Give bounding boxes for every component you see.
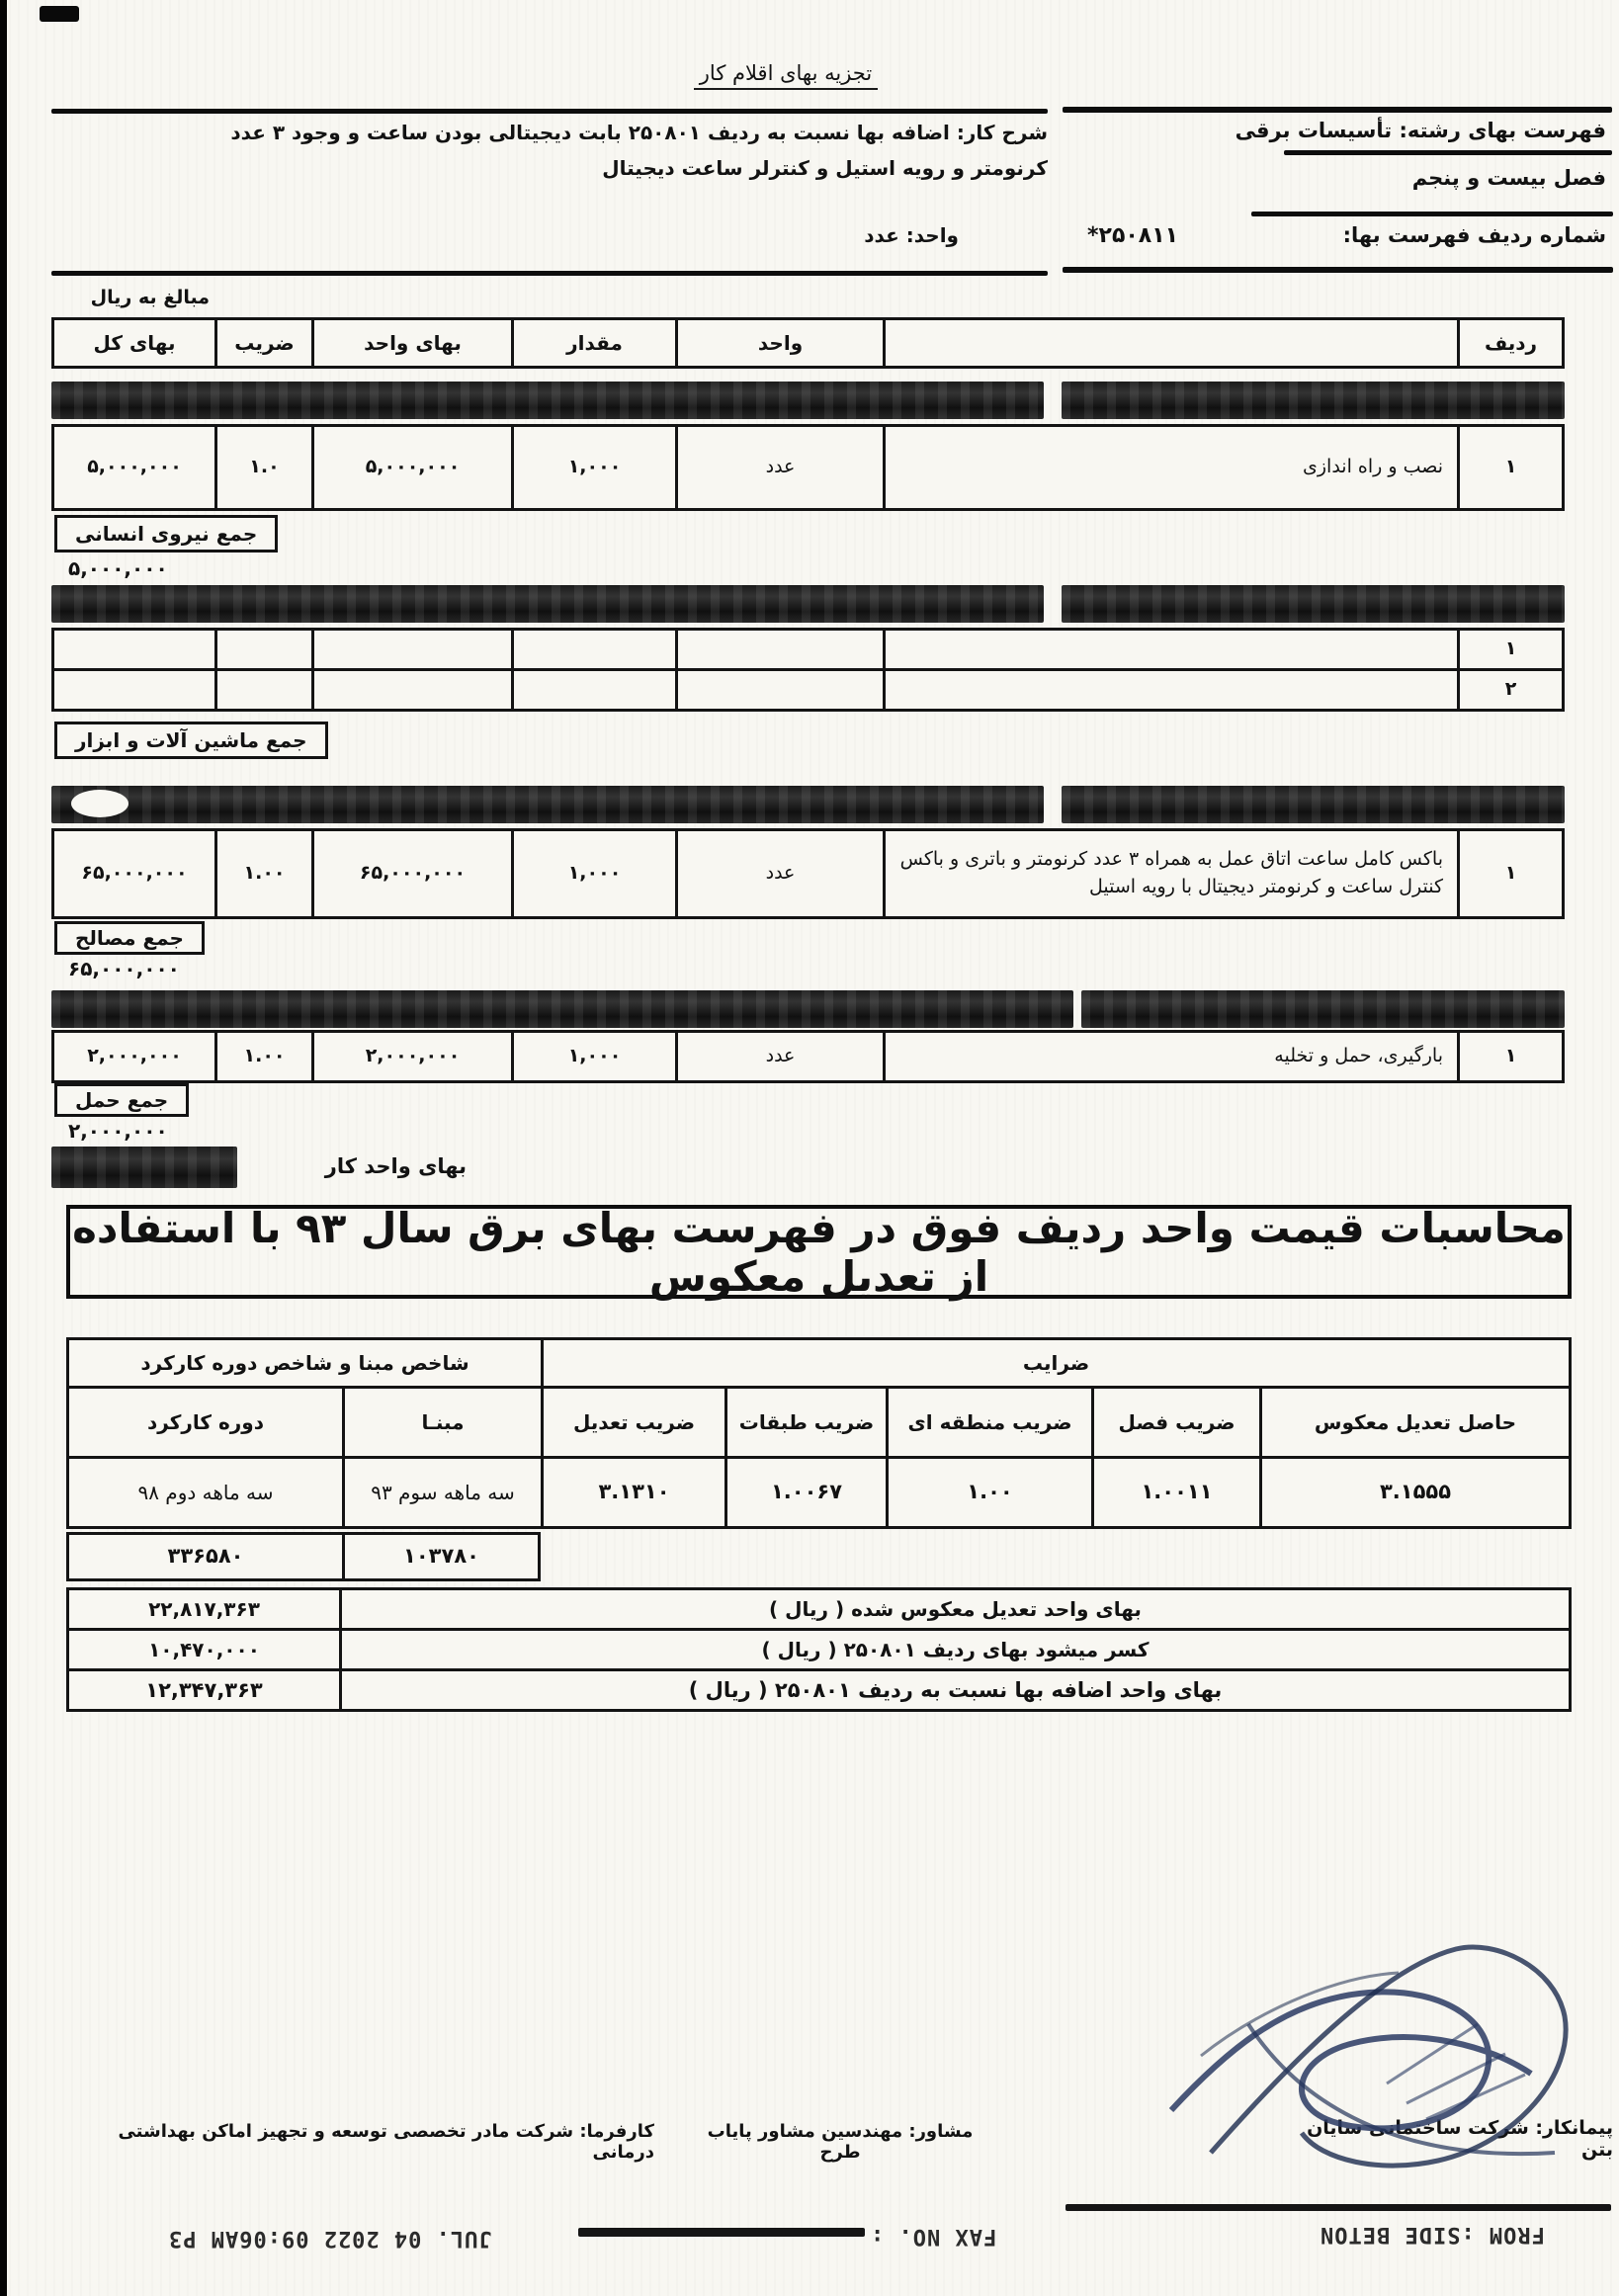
value-inverse-result: ۳.۱۵۵۵ (1262, 1459, 1569, 1526)
currency-note: مبالغ به ریال (90, 287, 210, 308)
redacted-section-header-materials (51, 786, 1044, 823)
transport-sum (54, 1083, 189, 1143)
row-number-label: شماره ردیف فهرست بها: (1342, 223, 1606, 247)
cell-desc: نصب و راه اندازی (886, 427, 1457, 508)
col-header-base-index: مبنـا (345, 1389, 541, 1456)
cell-desc: بارگیری، حمل و تخلیه (886, 1033, 1457, 1080)
cell-factor: ۱.۰۰ (217, 831, 311, 916)
page-title: تجزیه بهای اقلام کار (554, 61, 1018, 85)
row-number-line (1087, 223, 1606, 248)
scan-rule (1063, 267, 1613, 273)
col-header-floors-factor: ضریب طبقات (727, 1389, 886, 1456)
result-row-value: ۲۲,۸۱۷,۳۶۳ (69, 1590, 339, 1628)
cell-unit: عدد (678, 427, 883, 508)
result-row-label: بهای واحد تعدیل معکوس شده ( ریال ) (342, 1590, 1569, 1628)
group-header-indices: شاخص مبنا و شاخص دوره کارکرد (69, 1340, 541, 1386)
cell-unit-price: ۶۵,۰۰۰,۰۰۰ (314, 831, 511, 916)
value-floors-factor: ۱.۰۰۶۷ (727, 1459, 886, 1526)
main-table-header (51, 317, 1565, 369)
cell-unit (678, 631, 883, 668)
labor-row (51, 424, 1565, 511)
chapter-line: فصل بیست و پنجم (1411, 166, 1606, 190)
row-number-value: ۲۵۰۸۱۱* (1087, 223, 1179, 248)
col-header-unit: واحد (678, 320, 883, 366)
cell-total: ۵,۰۰۰,۰۰۰ (54, 427, 214, 508)
fax-datetime-line: JUL. 04 2022 09:06AM P3 (168, 2226, 492, 2251)
value-base-index: ۱۰۳۷۸۰ (345, 1535, 538, 1578)
transport-sum-value: ۲,۰۰۰,۰۰۰ (68, 1119, 168, 1143)
cell-unit: عدد (678, 1033, 883, 1080)
consultant-line: مشاور: مهندسین مشاور پایاب طرح (707, 2121, 974, 2163)
cell-row-no: ۱ (1460, 1033, 1562, 1080)
materials-sum (54, 921, 205, 980)
materials-row (51, 828, 1565, 919)
unit-label: واحد: عدد (864, 223, 959, 247)
fax-number-line: FAX NO. : (870, 2224, 997, 2249)
result-row-label: بهای واحد اضافه بها نسبت به ردیف ۲۵۰۸۰۱ ( ریال ) (342, 1671, 1569, 1709)
scan-rule (1251, 212, 1613, 216)
redacted-section-header-machinery-right (1062, 585, 1565, 623)
scan-corner-mark (40, 6, 79, 22)
redacted-section-header-labor-right (1062, 382, 1565, 419)
fax-from-line: FROM :SIDE BETON (1320, 2222, 1545, 2247)
cell-qty: ۱,۰۰۰ (514, 831, 675, 916)
result-row-value: ۱۲,۳۴۷,۳۶۳ (69, 1671, 339, 1709)
materials-sum-value: ۶۵,۰۰۰,۰۰۰ (68, 957, 180, 980)
value-period-index: ۳۳۶۵۸۰ (69, 1535, 342, 1578)
employer-line: کارفرما: شرکت مادر تخصصی توسعه و تجهیز اماکن بهداشتی درمانی (118, 2121, 654, 2163)
cell-qty (514, 671, 675, 709)
contractor-line: پیمانکار: شرکت ساختمانی سایان بتن (1307, 2117, 1613, 2161)
materials-sum-label: جمع مصالح (54, 921, 205, 955)
redacted-unit-work-price-value (51, 1147, 237, 1188)
cell-total (54, 671, 214, 709)
result-rows (66, 1587, 1572, 1712)
col-header-total: بهای کل (54, 320, 214, 366)
work-description-line2: کرنومتر و رویه استیل و کنترلر ساعت دیجیتال (602, 156, 1048, 180)
scan-rule (51, 271, 1048, 276)
cell-factor: ۱.۰۰ (217, 1033, 311, 1080)
transport-sum-label: جمع حمل (54, 1083, 189, 1117)
cell-desc (886, 671, 1457, 709)
col-header-adjust-factor: ضریب تعدیل (544, 1389, 724, 1456)
cell-unit-price (314, 671, 511, 709)
labor-sum-label: جمع نیروی انسانی (54, 515, 278, 553)
col-header-row: ردیف (1460, 320, 1562, 366)
cell-qty: ۱,۰۰۰ (514, 1033, 675, 1080)
calculation-banner: محاسبات قیمت واحد ردیف فوق در فهرست بهای برق سال ۹۳ با استفاده از تعدیل معکوس (66, 1205, 1572, 1299)
redacted-section-header-machinery (51, 585, 1044, 623)
fax-rule (1065, 2204, 1611, 2211)
cell-row-no: ۲ (1460, 671, 1562, 709)
fax-rule (578, 2228, 865, 2237)
calc-table (66, 1337, 1572, 1529)
machinery-sum (54, 722, 328, 759)
cell-total: ۶۵,۰۰۰,۰۰۰ (54, 831, 214, 916)
transport-row (51, 1030, 1565, 1083)
cell-factor (217, 631, 311, 668)
index-values-row (66, 1532, 541, 1581)
discipline-line: فهرست بهای رشته: تأسیسات برقی (1235, 119, 1606, 142)
value-base-quarter: سه ماهه سوم ۹۳ (345, 1459, 541, 1526)
cell-unit-price: ۲,۰۰۰,۰۰۰ (314, 1033, 511, 1080)
result-row-label: کسر میشود بهای ردیف ۲۵۰۸۰۱ ( ریال ) (342, 1631, 1569, 1668)
col-header-inverse-result: حاصل تعدیل معکوس (1262, 1389, 1569, 1456)
scan-rule (51, 109, 1048, 114)
cell-row-no: ۱ (1460, 831, 1562, 916)
cell-unit: عدد (678, 831, 883, 916)
cell-desc: باکس کامل ساعت اتاق عمل به همراه ۳ عدد کرنومتر و باتری و باکس کنترل ساعت و کرنومتر دیجیتال با رویه استیل (886, 831, 1457, 916)
result-row-value: ۱۰,۴۷۰,۰۰۰ (69, 1631, 339, 1668)
redacted-section-header-materials-right (1062, 786, 1565, 823)
cell-unit (678, 671, 883, 709)
col-header-chapter-factor: ضریب فصل (1094, 1389, 1259, 1456)
group-header-factors: ضرایب (544, 1340, 1569, 1386)
labor-sum-value: ۵,۰۰۰,۰۰۰ (68, 556, 168, 580)
col-header-qty: مقدار (514, 320, 675, 366)
cell-row-no: ۱ (1460, 631, 1562, 668)
cell-qty: ۱,۰۰۰ (514, 427, 675, 508)
col-header-work-period: دوره کارکرد (69, 1389, 342, 1456)
work-description-line1: شرح کار: اضافه بها نسبت به ردیف ۲۵۰۸۰۱ بابت دیجیتالی بودن ساعت و وجود ۳ عدد (230, 121, 1048, 144)
labor-sum (54, 515, 278, 580)
cell-desc (886, 631, 1457, 668)
cell-factor: ۱.۰ (217, 427, 311, 508)
machinery-rows (51, 628, 1565, 712)
cell-total (54, 631, 214, 668)
col-header-region-factor: ضریب منطقه ای (889, 1389, 1091, 1456)
redacted-section-header-transport-right (1081, 990, 1565, 1028)
scan-edge-strip (0, 0, 7, 2296)
scan-white-spot (71, 790, 128, 817)
cell-row-no: ۱ (1460, 427, 1562, 508)
col-header-factor: ضریب (217, 320, 311, 366)
cell-qty (514, 631, 675, 668)
cell-unit-price: ۵,۰۰۰,۰۰۰ (314, 427, 511, 508)
cell-unit-price (314, 631, 511, 668)
cell-factor (217, 671, 311, 709)
redacted-section-header-labor (51, 382, 1044, 419)
machinery-sum-label: جمع ماشین آلات و ابزار (54, 722, 328, 759)
col-header-desc (886, 320, 1457, 366)
scan-rule (1284, 150, 1612, 155)
unit-work-price-label: بهای واحد کار (324, 1154, 467, 1178)
cell-total: ۲,۰۰۰,۰۰۰ (54, 1033, 214, 1080)
value-region-factor: ۱.۰۰ (889, 1459, 1091, 1526)
value-adjust-factor: ۳.۱۳۱۰ (544, 1459, 724, 1526)
value-period-quarter: سه ماهه دوم ۹۸ (69, 1459, 342, 1526)
redacted-section-header-transport (51, 990, 1073, 1028)
scan-rule (1063, 107, 1612, 113)
col-header-unit-price: بهای واحد (314, 320, 511, 366)
value-chapter-factor: ۱.۰۰۱۱ (1094, 1459, 1259, 1526)
